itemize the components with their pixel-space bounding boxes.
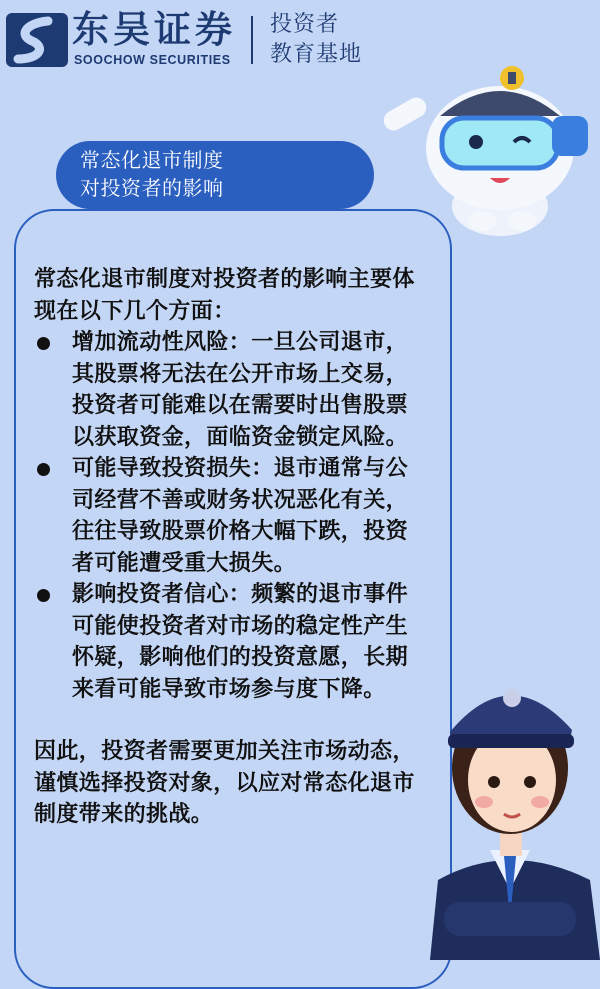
intro-text: 常态化退市制度对投资者的影响主要体现在以下几个方面： <box>34 267 415 324</box>
tagline-line-1: 投资者 <box>270 12 340 37</box>
bullet-icon <box>37 463 50 476</box>
impact-item-text: 增加流动性风险：一旦公司退市，其股票将无法在公开市场上交易，投资者可能难以在需要时出售股票以获取资金，面临资金锁定风险。 <box>72 330 409 450</box>
officer-mascot-illustration <box>420 640 600 960</box>
impact-item-text: 可能导致投资损失：退市通常与公司经营不善或财务状况恶化有关，往往导致股票价格大幅下跌，投资者可能遭受重大损失。 <box>72 456 409 576</box>
tagline-line-2: 教育基地 <box>270 42 363 67</box>
page-title <box>80 146 224 202</box>
impact-item-liquidity <box>34 327 424 453</box>
impact-item-loss <box>34 453 424 579</box>
soochow-logo-icon <box>6 13 68 67</box>
brand-name-english: SOOCHOW SECURITIES <box>74 53 231 67</box>
brand-name: 东吴证券 <box>72 8 236 51</box>
bullet-icon <box>37 337 50 350</box>
impact-list <box>34 327 424 705</box>
impact-item-text: 影响投资者信心：频繁的退市事件可能使投资者对市场的稳定性产生怀疑，影响他们的投资意愿，长期来看可能导致市场参与度下降。 <box>72 582 409 702</box>
title-line-1: 常态化退市制度 <box>80 148 224 172</box>
header-divider <box>251 16 253 64</box>
conclusion-text: 因此，投资者需要更加关注市场动态，谨慎选择投资对象，以应对常态化退市制度带来的挑战。 <box>34 739 415 827</box>
title-line-2: 对投资者的影响 <box>80 176 224 200</box>
tagline <box>270 10 362 70</box>
bullet-icon <box>37 589 50 602</box>
impact-item-confidence <box>34 579 424 705</box>
content-body <box>34 264 424 831</box>
